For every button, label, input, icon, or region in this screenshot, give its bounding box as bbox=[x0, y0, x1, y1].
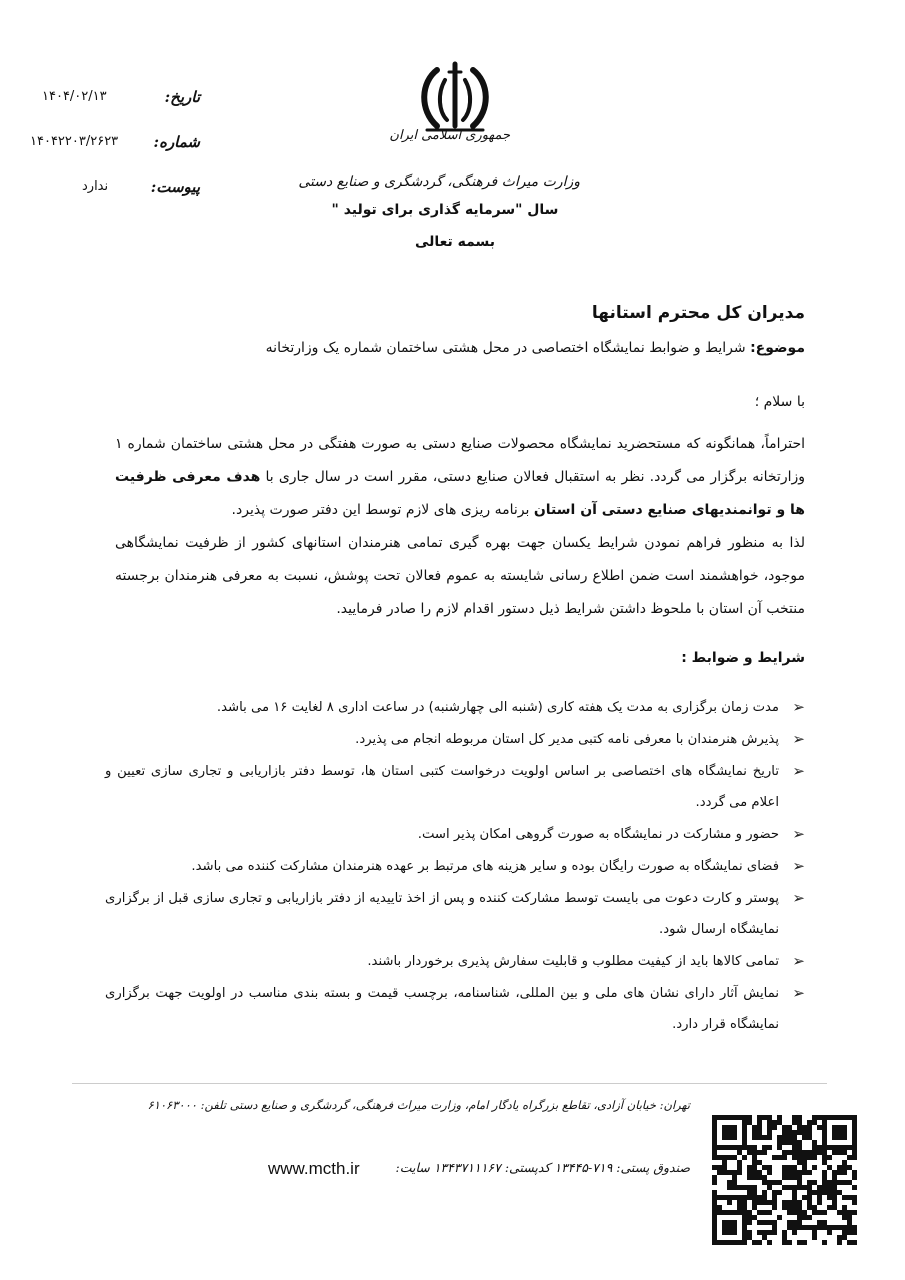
list-item bbox=[105, 851, 805, 882]
check-arrow-icon: ➢ bbox=[792, 762, 805, 780]
paragraph-1 bbox=[115, 428, 805, 527]
attachment-label: پیوست: bbox=[150, 178, 200, 196]
conditions-title: شرایط و ضوابط : bbox=[681, 650, 805, 666]
list-item bbox=[105, 756, 805, 818]
footer-divider bbox=[72, 1083, 827, 1084]
check-arrow-icon: ➢ bbox=[792, 825, 805, 843]
bismillah: بسمه تعالی bbox=[414, 234, 496, 250]
list-item-text: پذیرش هنرمندان با معرفی نامه کتبی مدیر کل استان مربوطه انجام می پذیرد. bbox=[355, 732, 779, 747]
addressee: مدیران کل محترم استانها bbox=[591, 303, 805, 323]
attachment-value: ندارد bbox=[82, 179, 109, 194]
list-item-text: تاریخ نمایشگاه های اختصاصی بر اساس اولویت درخواست کتبی استان ها، توسط دفتر بازاریابی و تجاری سازی تعیین و اعلام می گردد. bbox=[105, 764, 779, 810]
list-item bbox=[105, 978, 805, 1040]
check-arrow-icon: ➢ bbox=[792, 952, 805, 970]
paragraph-1-bold: هدف معرفی ظرفیت ها و توانمندیهای صنایع دستی آن استان bbox=[115, 469, 805, 518]
list-item bbox=[105, 946, 805, 977]
emblem-of-iran-icon bbox=[413, 60, 497, 138]
conditions-list bbox=[105, 692, 805, 1041]
date-label: تاریخ: bbox=[164, 88, 200, 106]
subject-line bbox=[266, 340, 805, 356]
subject-label: موضوع: bbox=[750, 340, 805, 356]
date-value: ۱۴۰۴/۰۲/۱۳ bbox=[42, 89, 107, 104]
list-item-text: فضای نمایشگاه به صورت رایگان بوده و سایر هزینه های مرتبط بر عهده هنرمندان مشارکت کننده می باشد. bbox=[191, 859, 779, 874]
paragraph-2: لذا به منظور فراهم نمودن شرایط یکسان جهت بهره گیری تمامی هنرمندان استانهای کشور از ظرفیت نمایشگاهی موجود، خواهشمند است ضمن اطلاع رسانی شایسته به عموم فعالان تحت پوشش، نسبت به معرفی هنرمندان برجسته منتخب آن استان با ملحوظ داشتن شرایط ذیل دستور اقدام لازم را صادر فرمایید. bbox=[115, 535, 805, 617]
list-item-text: پوستر و کارت دعوت می بایست توسط مشارکت کننده و پس از اخذ تاییدیه از دفتر بازاریابی و تجاری سازی قبل از برگزاری نمایشگاه ارسال شود. bbox=[105, 891, 779, 937]
check-arrow-icon: ➢ bbox=[792, 889, 805, 907]
greeting: با سلام ؛ bbox=[754, 394, 805, 410]
list-item-text: حضور و مشارکت در نمایشگاه به صورت گروهی امکان پذیر است. bbox=[417, 827, 779, 842]
date-row bbox=[30, 88, 200, 110]
year-slogan: سال "سرمایه گذاری برای تولید " bbox=[331, 202, 559, 218]
ministry-name: وزارت میراث فرهنگی، گردشگری و صنایع دستی bbox=[298, 174, 580, 190]
letter-body bbox=[115, 428, 805, 626]
number-value: ۱۴۰۴۲۲۰۳/۲۶۲۳ bbox=[30, 134, 119, 149]
list-item bbox=[105, 883, 805, 945]
qr-code-icon bbox=[712, 1115, 857, 1245]
republic-name: جمهوری اسلامی ایران bbox=[389, 128, 510, 143]
check-arrow-icon: ➢ bbox=[792, 730, 805, 748]
website-link[interactable]: www.mcth.ir bbox=[268, 1159, 360, 1178]
number-label: شماره: bbox=[153, 133, 200, 151]
check-arrow-icon: ➢ bbox=[792, 984, 805, 1002]
list-item bbox=[105, 692, 805, 723]
list-item-text: تمامی کالاها باید از کیفیت مطلوب و قابلیت سفارش پذیری برخوردار باشند. bbox=[367, 954, 779, 969]
list-item bbox=[105, 724, 805, 755]
attachment-row bbox=[30, 178, 200, 200]
list-item-text: نمایش آثار دارای نشان های ملی و بین المللی، شناسنامه، برچسب قیمت و بسته بندی مناسب در اولویت جهت برگزاری نمایشگاه قرار دارد. bbox=[105, 986, 779, 1032]
paragraph-1-end: برنامه ریزی های لازم توسط این دفتر صورت پذیرد. bbox=[231, 502, 534, 518]
check-arrow-icon: ➢ bbox=[792, 698, 805, 716]
subject-text: شرایط و ضوابط نمایشگاه اختصاصی در محل هشتی ساختمان شماره یک وزارتخانه bbox=[265, 340, 751, 356]
footer-contact: صندوق پستی: ۷۱۹-۱۳۴۴۵ کدپستی: ۱۳۴۳۷۱۱۱۶۷ سایت: bbox=[395, 1160, 690, 1175]
footer-address: تهران: خیابان آزادی، تقاطع بزرگراه یادگار امام، وزارت میراث فرهنگی، گردشگری و صنایع دستی تلفن: ۶۱۰۶۳۰۰۰ bbox=[147, 1098, 690, 1112]
list-item bbox=[105, 819, 805, 850]
paragraph-1-text: احتراماً، همانگونه که مستحضرید نمایشگاه محصولات صنایع دستی به صورت هفتگی در محل هشتی ساختمان شماره ۱ وزارتخانه برگزار می گردد. نظر به استقبال فعالان صنایع دستی، مقرر است در سال جاری با bbox=[115, 436, 805, 485]
check-arrow-icon: ➢ bbox=[792, 857, 805, 875]
number-row bbox=[30, 133, 200, 155]
list-item-text: مدت زمان برگزاری به مدت یک هفته کاری (شنبه الی چهارشنبه) در ساعت اداری ۸ لغایت ۱۶ می باشد. bbox=[216, 700, 779, 715]
